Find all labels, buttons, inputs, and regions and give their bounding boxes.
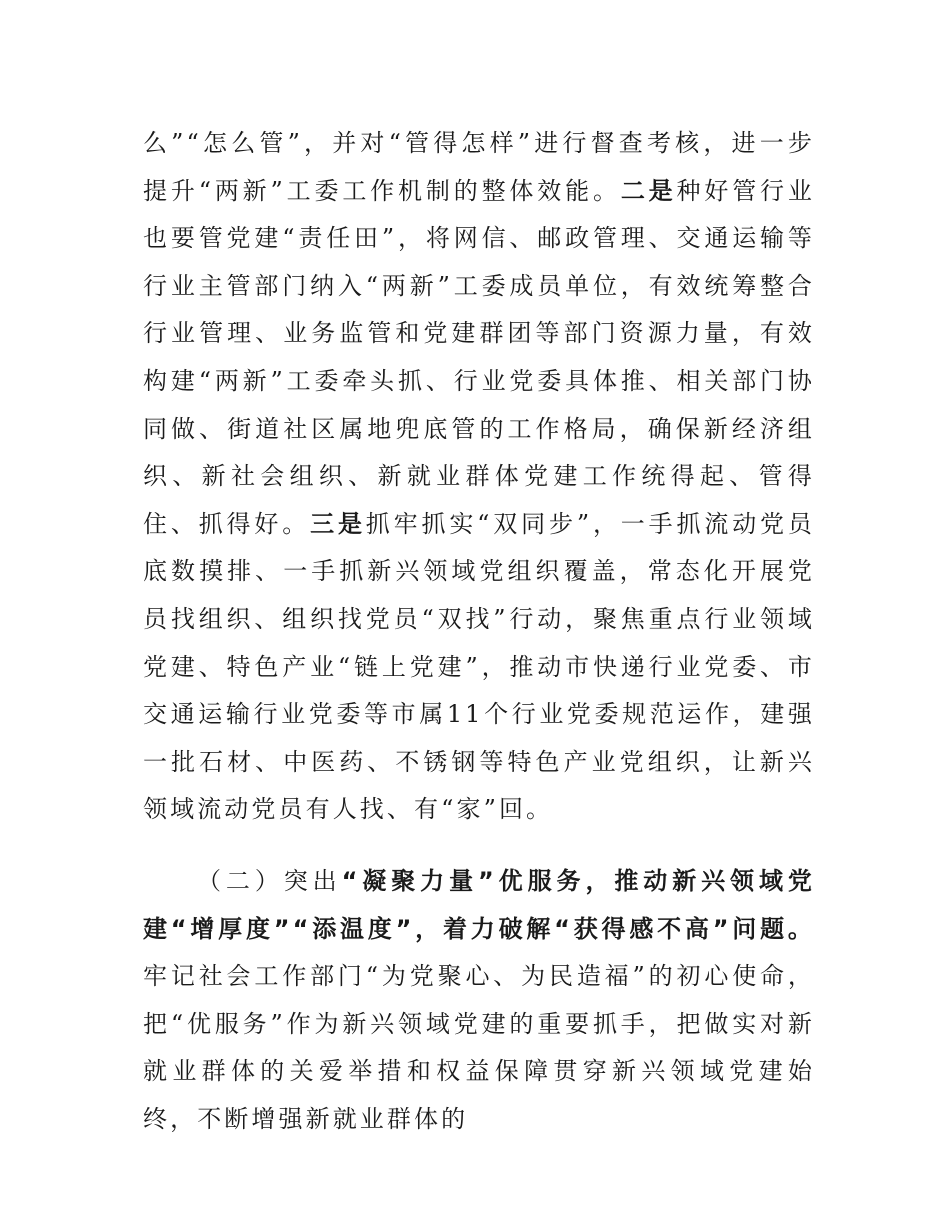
paragraph-1-text-c: 抓牢抓实“双同步”，一手抓流动党员底数摸排、一手抓新兴领域党组织覆盖，常态化开展党员找组织、组织找党员“双找”行动，聚焦重点行业领域党建、特色产业“链上党建”，推动市快递行业党委、市交通运输行业党委等市属11个行业党委规范运作，建强一批石材、中医药、不锈钢等特色产业党组织，让新兴领域流动党员有人找、有“家”回。 [143, 509, 815, 824]
paragraph-1-marker-two: 二是 [620, 176, 677, 205]
paragraph-2 [143, 858, 815, 1144]
paragraph-1-marker-three: 三是 [310, 509, 366, 538]
section-heading: “凝聚力量”优服务，推动新兴领域党建“增厚度”“添温度”，着力破解“获得感不高”问题。 [143, 866, 815, 943]
document-page [143, 120, 815, 1143]
paragraph-1-text-a: 么”“怎么管”，并对“管得怎样”进行督查考核，进一步提升“两新”工委工作机制的整体效能。 [143, 129, 815, 205]
paragraph-1-text-b: 种好管行业也要管党建“责任田”，将网信、邮政管理、交通运输等行业主管部门纳入“两新”工委成员单位，有效统筹整合行业管理、业务监管和党建群团等部门资源力量，有效构建“两新”工委牵头抓、行业党委具体推、相关部门协同做、街道社区属地兜底管的工作格局，确保新经济组织、新社会组织、新就业群体党建工作统得起、管得住、抓得好。 [143, 176, 816, 538]
paragraph-1 [143, 120, 815, 834]
paragraph-2-body: 牢记社会工作部门“为党聚心、为民造福”的初心使命，把“优服务”作为新兴领域党建的重要抓手，把做实对新就业群体的关爱举措和权益保障贯穿新兴领域党建始终，不断增强新就业群体的 [143, 962, 815, 1133]
section-number: （二）突出 [197, 866, 342, 895]
